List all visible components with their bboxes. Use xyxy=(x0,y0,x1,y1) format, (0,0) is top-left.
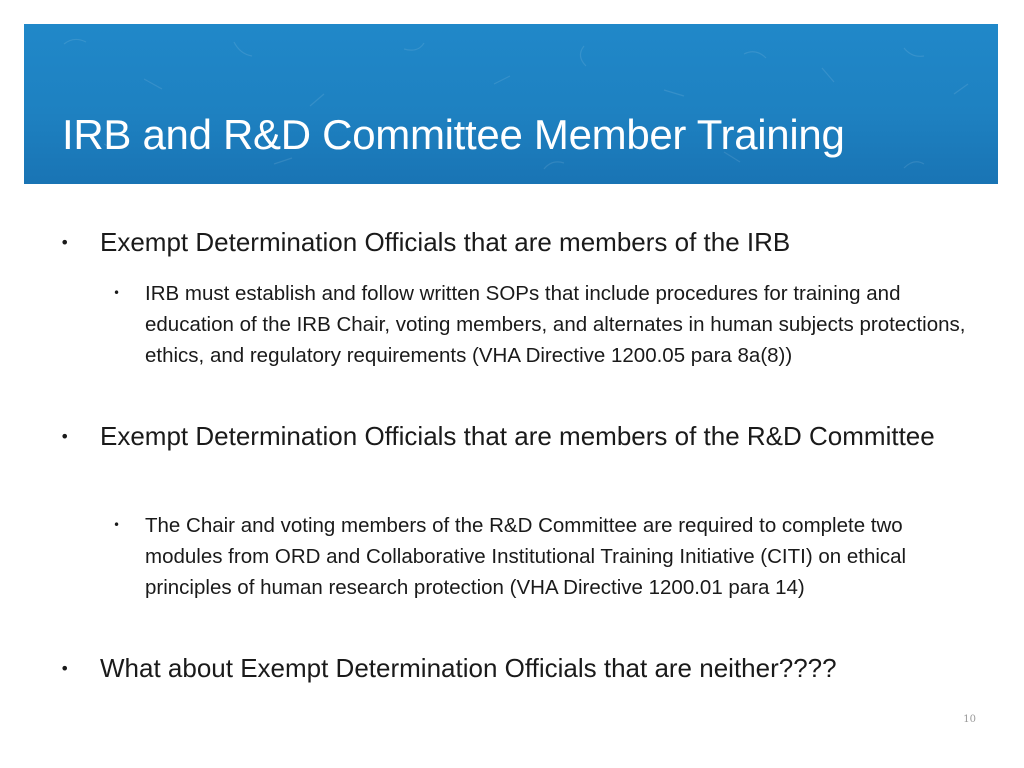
bullet-item: Exempt Determination Officials that are members of the IRB xyxy=(100,227,791,257)
sub-bullet-icon: • xyxy=(113,286,121,300)
page-number: 10 xyxy=(963,714,976,725)
sub-bullet-item: IRB must establish and follow written SOPs that include procedures for training and education of the IRB Chair, voting members, and alternates in human subjects protections, ethics, and regulatory requirements (VHA Directive 1200.05 para 8a(8)) xyxy=(145,282,966,367)
sub-bullet-item: The Chair and voting members of the R&D Committee are required to complete two modules from ORD and Collaborative Institutional Training Initiative (CITI) on ethical principles of human research protection (VHA Directive 1200.01 para 14) xyxy=(145,514,907,599)
bullet-item: Exempt Determination Officials that are members of the R&D Committee xyxy=(100,421,935,451)
bullet-icon: • xyxy=(60,659,70,678)
slide-title: IRB and R&D Committee Member Training xyxy=(62,111,845,158)
bullet-icon: • xyxy=(60,233,70,252)
bullet-icon: • xyxy=(60,427,70,446)
bullet-item: What about Exempt Determination Officials that are neither???? xyxy=(100,653,837,683)
sub-bullet-icon: • xyxy=(113,518,121,532)
